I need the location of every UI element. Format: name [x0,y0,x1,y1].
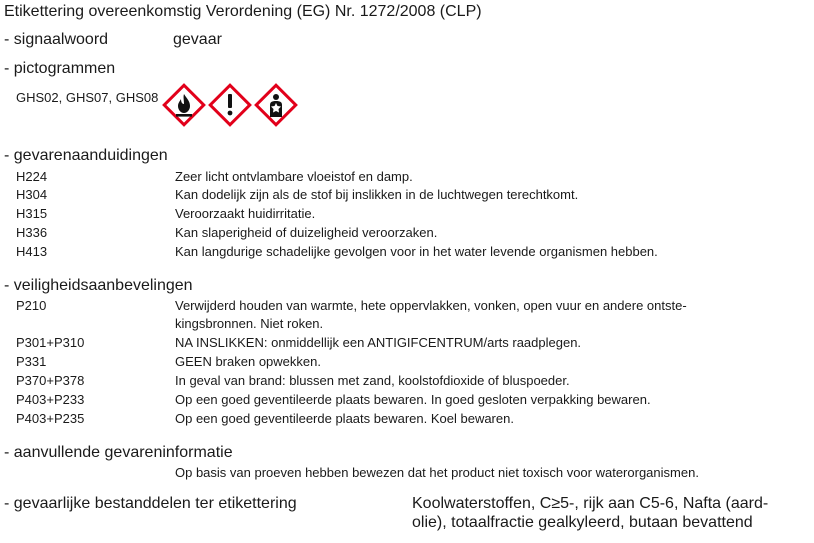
signal-word-label: - signaalwoord [4,31,109,48]
page-title: Etikettering overeenkomstig Verordening (EG) Nr. 1272/2008 (CLP) [4,3,482,20]
hazardous-components-line1: Koolwaterstoffen, C≥5-, rijk aan C5-6, Nafta (aard- [412,495,769,512]
hazard-code: H315 [16,206,48,221]
hazard-code: H224 [16,169,48,184]
hazard-text: Kan dodelijk zijn als de stof bij inslikken in de luchtwegen terechtkomt. [175,187,579,202]
pictogram-codes: GHS02, GHS07, GHS08 [16,90,159,105]
precaution-code: P210 [16,298,47,313]
hazardous-components-label: - gevaarlijke bestanddelen ter etikettering [4,495,297,512]
pictogram-row [162,83,300,127]
flame-icon [162,83,206,127]
hazard-code: H304 [16,187,48,202]
hazard-statements-label: - gevarenaanduidingen [4,147,168,164]
hazard-text: Kan langdurige schadelijke gevolgen voor in het water levende organismen hebben. [175,244,658,259]
supplemental-info-label: - aanvullende gevareninformatie [4,444,233,461]
pictograms-label: - pictogrammen [4,60,116,77]
precautionary-statements-label: - veiligheidsaanbevelingen [4,277,193,294]
signal-word-value: gevaar [173,31,222,48]
supplemental-info-text: Op basis van proeven hebben bewezen dat het product niet toxisch voor waterorganismen. [175,465,699,480]
precaution-text: NA INSLIKKEN: onmiddellijk een ANTIGIFCENTRUM/arts raadplegen. [175,335,582,350]
precaution-code: P403+P235 [16,411,85,426]
precaution-text: GEEN braken opwekken. [175,354,321,369]
hazard-text: Kan slaperigheid of duizeligheid veroorzaken. [175,225,438,240]
precaution-text: Op een goed geventileerde plaats bewaren. Koel bewaren. [175,411,514,426]
precaution-code: P403+P233 [16,392,85,407]
hazard-code: H336 [16,225,48,240]
hazard-text: Zeer licht ontvlambare vloeistof en damp. [175,169,413,184]
hazard-text: Veroorzaakt huidirritatie. [175,206,316,221]
hazard-code: H413 [16,244,48,259]
precaution-code: P301+P310 [16,335,85,350]
precaution-text: In geval van brand: blussen met zand, koolstofdioxide of bluspoeder. [175,373,570,388]
exclamation-icon [208,83,252,127]
precaution-text-continued: kingsbronnen. Niet roken. [175,316,324,331]
precaution-text: Verwijderd houden van warmte, hete oppervlakken, vonken, open vuur en andere ontste- [175,298,687,313]
precaution-code: P331 [16,354,47,369]
precaution-code: P370+P378 [16,373,85,388]
precaution-text: Op een goed geventileerde plaats bewaren. In goed gesloten verpakking bewaren. [175,392,651,407]
hazardous-components-line2: olie), totaalfractie gealkyleerd, butaan bevattend [412,514,753,531]
health-hazard-icon [254,83,298,127]
